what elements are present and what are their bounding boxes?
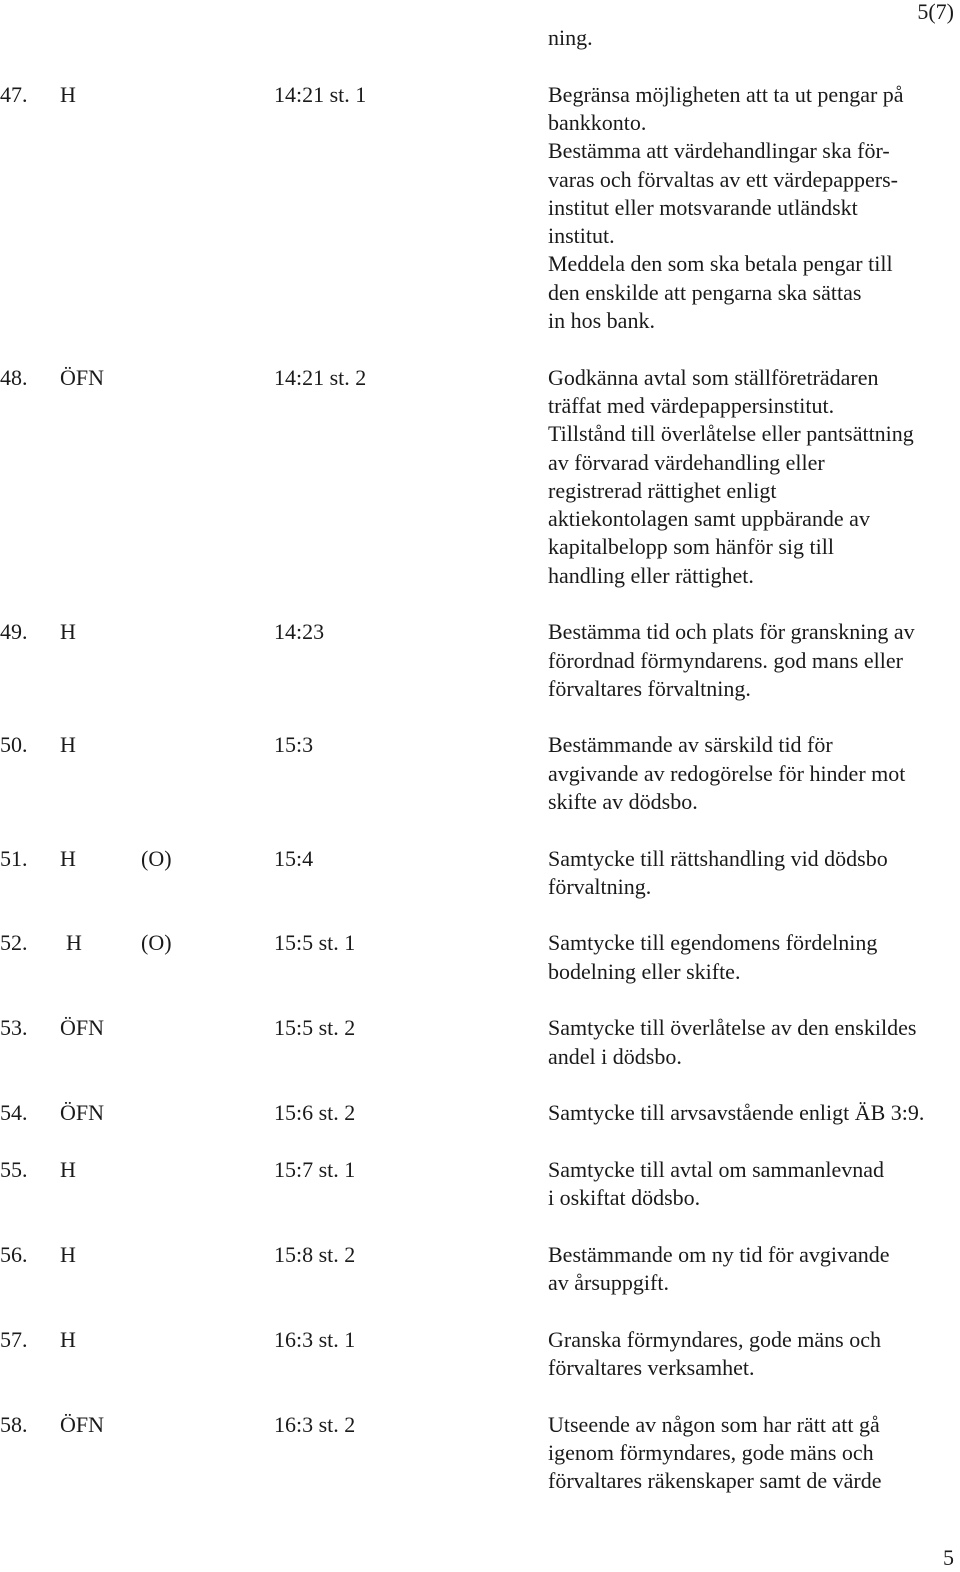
entry-description-line: kapitalbelopp som hänför sig till <box>548 534 834 559</box>
entry-number: 50. <box>0 732 28 757</box>
entry-description-line: den enskilde att pengarna ska sättas <box>548 280 862 305</box>
entry-number: 55. <box>0 1157 28 1182</box>
entry-authority: H <box>60 1242 76 1267</box>
entry-description-line: Samtycke till överlåtelse av den enskildes <box>548 1015 917 1040</box>
entry-description-line: avgivande av redogörelse för hinder mot <box>548 761 906 786</box>
entry-number: 56. <box>0 1242 28 1267</box>
entry-reference: 15:4 <box>274 846 314 871</box>
entry-description-line: Samtycke till avtal om sammanlevnad <box>548 1157 885 1182</box>
entry-description-line: aktiekontolagen samt uppbärande av <box>548 506 870 531</box>
entry-description-line: Tillstånd till överlåtelse eller pantsättning <box>548 421 914 446</box>
entry-description-line: i oskiftat dödsbo. <box>548 1185 701 1210</box>
entry-description-line: Bestämmande av särskild tid för <box>548 732 833 757</box>
entry-description-line: Godkänna avtal som ställföreträdaren <box>548 365 879 390</box>
entry-authority: H <box>66 930 82 955</box>
entry-qualifier: (O) <box>141 846 172 871</box>
entry-description-line: institut eller motsvarande utländskt <box>548 195 858 220</box>
entry-description-line: av förvarad värdehandling eller <box>548 450 825 475</box>
entry-description-line: Samtycke till rättshandling vid dödsbo <box>548 846 888 871</box>
entry-description-line: andel i dödsbo. <box>548 1044 682 1069</box>
entry-description-line: förvaltares verksamhet. <box>548 1355 755 1380</box>
entry-description-line: förvaltares räkenskaper samt de värde <box>548 1468 882 1493</box>
entry-description-line: Granska förmyndares, gode mäns och <box>548 1327 881 1352</box>
entry-description-line: varas och förvaltas av ett värdepappers- <box>548 167 899 192</box>
entry-reference: 14:21 st. 1 <box>274 82 367 107</box>
entry-authority: H <box>60 1327 76 1352</box>
entry-authority: H <box>60 82 76 107</box>
entry-description-line: träffat med värdepappersinstitut. <box>548 393 835 418</box>
entry-description-line: handling eller rättighet. <box>548 563 754 588</box>
entry-number: 58. <box>0 1412 28 1437</box>
entry-description-line: Samtycke till egendomens fördelning <box>548 930 878 955</box>
entry-authority: H <box>60 846 76 871</box>
page-number-header: 5(7) <box>917 0 954 24</box>
entry-description-line: bodelning eller skifte. <box>548 959 741 984</box>
entry-description-line: förvaltning. <box>548 874 652 899</box>
entry-authority: H <box>60 1157 76 1182</box>
entry-authority: ÖFN <box>60 1412 105 1437</box>
entry-description-line: Bestämma att värdehandlingar ska för- <box>548 138 890 163</box>
entry-number: 47. <box>0 82 28 107</box>
entry-number: 48. <box>0 365 28 390</box>
entry-description-line: skifte av dödsbo. <box>548 789 698 814</box>
entry-description-line: förvaltares förvaltning. <box>548 676 751 701</box>
entry-reference: 16:3 st. 1 <box>274 1327 356 1352</box>
entry-number: 57. <box>0 1327 28 1352</box>
entry-description-line: institut. <box>548 223 615 248</box>
entry-description-line: av årsuppgift. <box>548 1270 669 1295</box>
entry-description-line: registrerad rättighet enligt <box>548 478 777 503</box>
entry-description-line: bankkonto. <box>548 110 647 135</box>
entry-description-line: Bestämmande om ny tid för avgivande <box>548 1242 890 1267</box>
entry-description-line: Begränsa möjligheten att ta ut pengar på <box>548 82 904 107</box>
entry-number: 49. <box>0 619 28 644</box>
entry-description-line: Bestämma tid och plats för granskning av <box>548 619 915 644</box>
entry-description-line: förordnad förmyndarens. god mans eller <box>548 648 903 673</box>
entry-reference: 14:23 <box>274 619 325 644</box>
entry-reference: 16:3 st. 2 <box>274 1412 356 1437</box>
entry-reference: 15:8 st. 2 <box>274 1242 356 1267</box>
entry-reference: 15:7 st. 1 <box>274 1157 356 1182</box>
entry-description-line: in hos bank. <box>548 308 655 333</box>
entry-reference: 15:3 <box>274 732 314 757</box>
entry-number: 53. <box>0 1015 28 1040</box>
entry-authority: H <box>60 732 76 757</box>
entry-number: 51. <box>0 846 28 871</box>
page-number-footer: 5 <box>943 1545 954 1570</box>
entry-reference: 15:5 st. 1 <box>274 930 356 955</box>
entry-number: 54. <box>0 1100 28 1125</box>
entry-description-line: igenom förmyndares, gode mäns och <box>548 1440 874 1465</box>
entry-description-line: Meddela den som ska betala pengar till <box>548 251 893 276</box>
entry-authority: ÖFN <box>60 1100 105 1125</box>
entry-reference: 15:6 st. 2 <box>274 1100 356 1125</box>
entry-reference: 14:21 st. 2 <box>274 365 367 390</box>
entry-description-line: Samtycke till arvsavstående enligt ÄB 3:9. <box>548 1100 925 1125</box>
entry-authority: H <box>60 619 76 644</box>
entry-reference: 15:5 st. 2 <box>274 1015 356 1040</box>
entry-authority: ÖFN <box>60 1015 105 1040</box>
carryover-line: ning. <box>548 25 593 50</box>
entry-authority: ÖFN <box>60 365 105 390</box>
entry-qualifier: (O) <box>141 930 172 955</box>
entry-description-line: Utseende av någon som har rätt att gå <box>548 1412 880 1437</box>
entry-number: 52. <box>0 930 28 955</box>
